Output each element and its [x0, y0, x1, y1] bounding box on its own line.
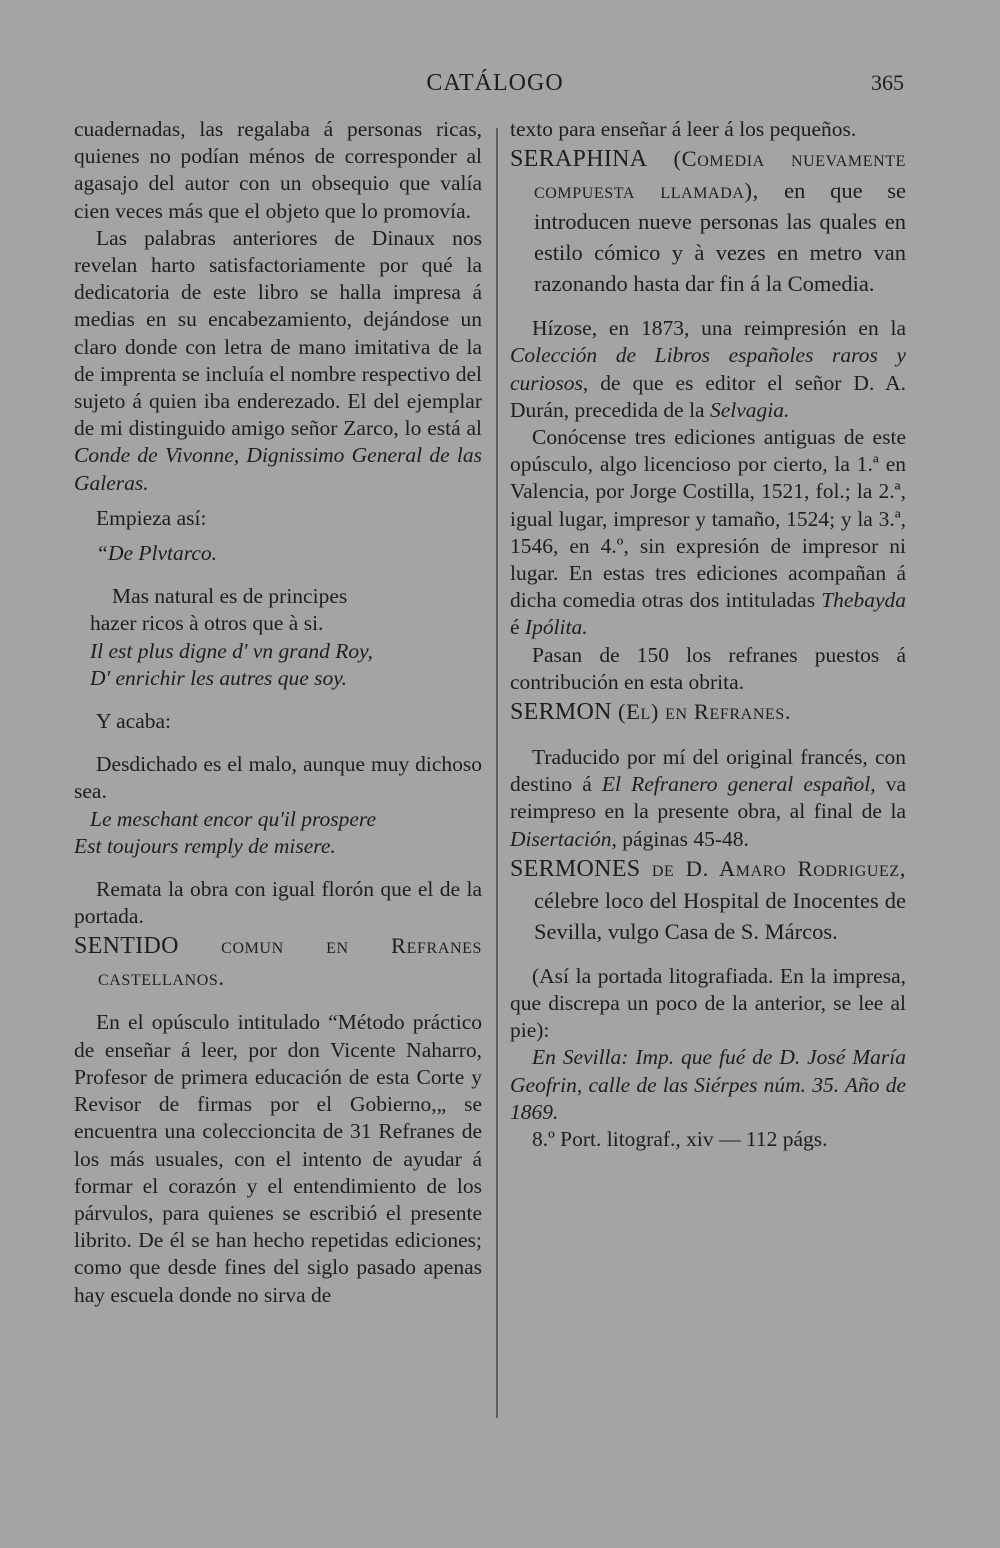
- paragraph: [74, 225, 482, 497]
- entry-subtitle-rest: célebre loco del Hospital de Inocentes de Sevilla, vulgo Casa de S. Márcos.: [534, 887, 906, 944]
- entry-heading-sermon: [510, 696, 906, 728]
- verse-line: hazer ricos à otros que à si.: [90, 611, 324, 636]
- entry-title: SERMONES: [510, 855, 641, 882]
- quote-heading: [74, 540, 482, 567]
- italic-text: Il est plus digne d' vn grand Roy,: [90, 638, 373, 663]
- paragraph: Pasan de 150 los refranes puestos á contribución en esta obrita.: [510, 642, 906, 694]
- italic-text: El Refranero general español: [601, 772, 871, 797]
- italic-text: “De Plvtarco.: [96, 541, 218, 566]
- italic-text: Est toujours remply de misere.: [74, 833, 336, 858]
- text-run: Traducido por mí del original francés, con destino á: [510, 745, 906, 797]
- italic-text: Conde de Vivonne, Dignissimo General de las Galeras.: [74, 443, 482, 495]
- paragraph: Remata la obra con igual florón que el de la portada.: [74, 877, 482, 929]
- text-run: Conócense tres ediciones antiguas de este opúsculo, algo licencioso por cierto, la 1.ª en Valencia, por Jorge Costilla, 1521, fol.; la 2.ª, igual lugar, impresor y tamaño, 1524; y la 3.ª, 1546, en 4.º, sin expresión de impresor ni lugar. En estas tres ediciones acompañan á dicha comedia otras dos intituladas: [510, 425, 906, 613]
- entry-subtitle: comun en Refranes castellanos.: [98, 933, 482, 991]
- verse-line: [90, 638, 482, 665]
- italic-text: Ipólita.: [524, 615, 588, 640]
- entry-heading-sentido: [74, 930, 482, 993]
- entry-subtitle: de D. Amaro Rodriguez,: [640, 855, 906, 881]
- verse-block: [74, 751, 482, 860]
- verse-line: [74, 833, 482, 860]
- entry-heading-sermones: [510, 853, 906, 947]
- entry-subtitle: (El) en Refranes.: [611, 699, 792, 725]
- entry-subtitle-rest: en que se introducen nueve personas las quales en estilo cómico y à vezes en metro van razonando hasta dar fin á la Comedia.: [534, 178, 906, 297]
- italic-text: Thebayda: [821, 588, 906, 613]
- text-run: é: [510, 615, 525, 640]
- running-title: CATÁLOGO: [426, 70, 564, 96]
- paragraph: [510, 744, 906, 853]
- verse-line: [90, 806, 482, 833]
- entry-title: SERAPHINA: [510, 146, 648, 173]
- paragraph: Empieza así:: [96, 505, 207, 530]
- entry-heading-seraphina: [510, 143, 906, 299]
- verse-line: [90, 665, 482, 692]
- running-head: [0, 70, 1000, 104]
- paragraph: [510, 1044, 906, 1126]
- italic-text: Le meschant encor qu'il prospere: [90, 806, 377, 831]
- column-divider: [496, 128, 498, 1418]
- paragraph: [510, 424, 906, 642]
- paragraph: cuadernadas, las regalaba á personas ricas, quienes no podían ménos de corresponder al agasajo del autor con un obsequio que valía cien veces más que el objeto que lo promovía.: [74, 117, 482, 223]
- page-number: 365: [871, 70, 904, 95]
- italic-text: En Sevilla: Imp. que fué de D. José María Geofrin, calle de las Siérpes núm. 35. Año de 1869.: [510, 1045, 906, 1124]
- paragraph: (Así la portada litografiada. En la impresa, que discrepa un poco de la anterior, se lee al pie):: [510, 963, 906, 1043]
- verse-block: [74, 583, 482, 692]
- paragraph: Y acaba:: [96, 709, 171, 734]
- left-column: [74, 116, 482, 1309]
- entry-title: SENTIDO: [74, 933, 179, 960]
- right-column: [510, 116, 906, 1153]
- verse-line: Mas natural es de principes: [112, 584, 348, 609]
- paragraph: texto para enseñar á leer á los pequeños.: [510, 117, 857, 141]
- italic-text: Colección de Libros españoles raros y curiosos: [510, 343, 906, 395]
- italic-text: D' enrichir les autres que soy.: [90, 665, 347, 690]
- paragraph: En el opúsculo intitulado “Método práctico de enseñar á leer, por don Vicente Naharro, Profesor de primera educación de esta Corte y Revisor de firmas por el Gobierno,„ se encuentra una coleccioncita de 31 Refranes de los más usuales, con el intento de ayudar á formar el corazón y el entendimiento de los párvulos, para quienes se escribió el presente librito. De él se han hecho repetidas ediciones; como que desde fines del siglo pasado apenas hay escuela donde no sirva de: [74, 1010, 482, 1307]
- paragraph: 8.º Port. litograf., xiv — 112 págs.: [532, 1127, 828, 1152]
- text-run: , va reimpreso en la presente obra, al final de la: [510, 772, 906, 824]
- text-run: Hízose, en 1873, una reimpresión en la: [532, 316, 906, 341]
- entry-subtitle: (Comedia nuevamente compuesta llamada),: [534, 146, 906, 204]
- italic-text: Disertación,: [510, 826, 617, 851]
- verse-line: Desdichado es el malo, aunque muy dichoso sea.: [74, 752, 482, 804]
- italic-text: Selvagia.: [709, 397, 790, 422]
- text-run: , de que es editor el señor D. A. Durán, precedida de la: [510, 370, 906, 422]
- paragraph: [510, 315, 906, 424]
- entry-title: SERMON: [510, 699, 612, 726]
- text-run: Las palabras anteriores de Dinaux nos revelan harto satisfactoriamente por qué la dedicatoria de este libro se halla impresa á medias en su encabezamiento, dejándose un claro donde con letra de mano imitativa de la de imprenta se incluía el nombre respectivo del sujeto á quien iba enderezado. El del ejemplar de mi distinguido amigo señor Zarco, lo está al: [74, 225, 482, 441]
- text-run: páginas 45-48.: [616, 826, 749, 851]
